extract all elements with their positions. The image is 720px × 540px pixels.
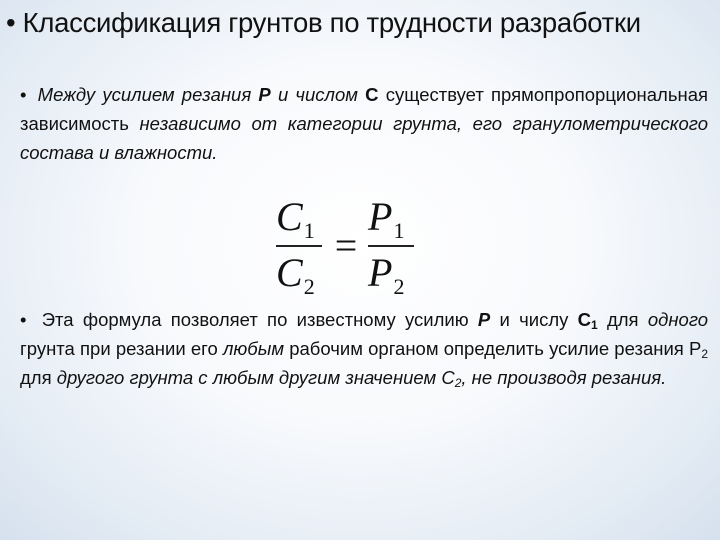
text-fragment: для: [20, 367, 52, 388]
index-p2: 2: [393, 274, 405, 299]
text-fragment: [289, 338, 708, 359]
paragraph-formula-usage: [20, 305, 708, 392]
symbol-p: Р: [477, 309, 491, 330]
bullet-marker: •: [20, 84, 27, 105]
bullet-marker: •: [20, 309, 27, 330]
text-fragment: для: [606, 309, 639, 330]
letter-c1: C: [276, 194, 303, 239]
index-p1: 1: [393, 218, 405, 243]
text-fragment: и числом: [277, 84, 358, 105]
denominator-p2: [368, 251, 428, 309]
subscript-index: 2: [454, 376, 462, 390]
text-fragment: и числу: [499, 309, 569, 330]
text-fragment: Эта формула позволяет по известному усилию: [41, 309, 469, 330]
subscript-index: 2: [701, 347, 709, 361]
text-fragment: , не производя резания.: [461, 367, 667, 388]
text-fragment: грунта при резании его: [20, 338, 218, 359]
denominator-c2: [276, 251, 336, 309]
text-fragment: существует: [385, 84, 484, 105]
text-fragment: рабочим органом определить усилие резания Р: [289, 338, 702, 359]
text-fragment: одного: [647, 309, 709, 330]
text-fragment: независимо от категории грунта, его гранулометрического состава и влажности.: [20, 113, 708, 163]
index-c1: 1: [303, 218, 315, 243]
index-c2: 2: [303, 274, 315, 299]
equals-sign: =: [334, 223, 358, 268]
fraction-bar: [368, 245, 414, 247]
fraction-c: [276, 195, 326, 300]
text-fragment: прямопропорциональная зависимость: [20, 84, 709, 134]
fraction-p: [368, 195, 418, 300]
text-fragment: Между усилием резания: [37, 84, 252, 105]
letter-c: С: [577, 309, 592, 330]
paragraph-proportionality: [20, 80, 708, 167]
letter-p1: P: [368, 194, 393, 239]
subscript-index: 1: [591, 318, 598, 332]
slide-title: • Классификация грунтов по трудности разработки: [6, 7, 641, 38]
letter-p2: P: [368, 250, 393, 295]
text-fragment: любым: [222, 338, 284, 359]
letter-c2: C: [276, 250, 303, 295]
symbol-p: Р: [258, 84, 271, 105]
formula-ratio: [270, 195, 420, 300]
text-fragment: другого грунта с любым другим значением С: [56, 367, 455, 388]
fraction-bar: [276, 245, 322, 247]
text-fragment: [57, 367, 667, 388]
symbol-c1: [578, 309, 598, 330]
symbol-c: С: [365, 84, 379, 105]
